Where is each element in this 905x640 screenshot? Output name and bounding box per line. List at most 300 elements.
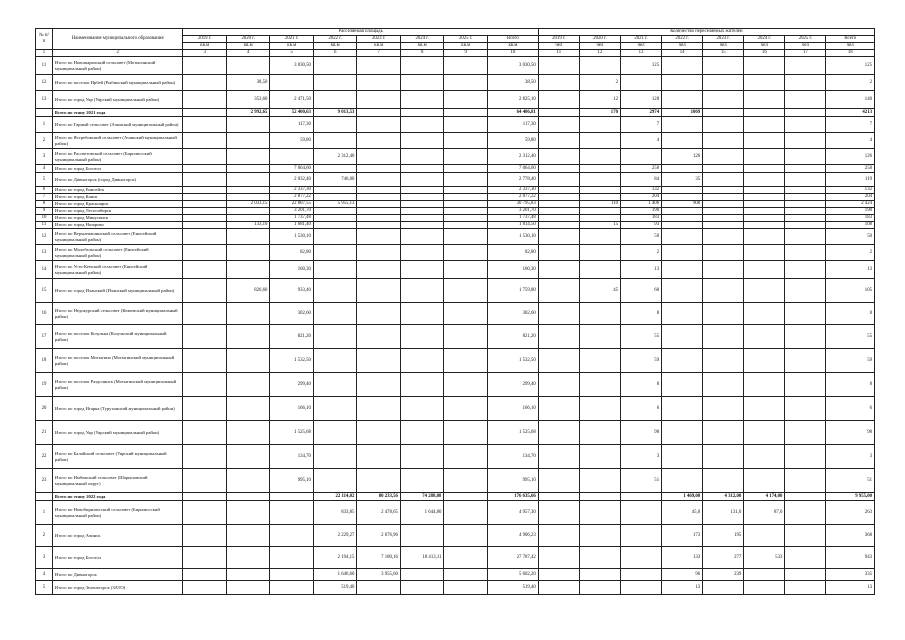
area-value: [400, 397, 444, 421]
table-row: [36, 149, 875, 165]
area-total: 1 525,68: [487, 421, 538, 445]
row-number: 10: [36, 215, 53, 222]
area-value: [226, 229, 270, 245]
people-value: 45,0: [662, 501, 703, 525]
people-value: [538, 325, 579, 349]
people-value: [662, 57, 703, 75]
people-value: [538, 75, 579, 91]
area-value: [183, 165, 227, 173]
people-value: 533: [744, 547, 785, 569]
area-value: 7 180,16: [357, 547, 401, 569]
area-value: [400, 469, 444, 493]
people-value: [703, 201, 744, 208]
area-value: [444, 373, 488, 397]
resettlement-table: [35, 28, 875, 595]
people-value: 1 406: [621, 201, 662, 208]
row-number: 15: [36, 279, 53, 303]
municipality-name: Итого по город Ачинск: [52, 525, 183, 547]
area-unit: кв.м: [444, 43, 488, 50]
people-value: 239: [703, 569, 744, 581]
area-value: 3 955,60: [357, 569, 401, 581]
people-value: [744, 194, 785, 201]
municipality-name: Итого по Балайский сельсовет (Уярский муниципальный район): [52, 445, 183, 469]
people-value: [579, 547, 620, 569]
area-total: 1 814,50: [487, 222, 538, 229]
people-value: [744, 245, 785, 261]
people-value: 4 312,00: [703, 493, 744, 501]
area-value: [444, 109, 488, 117]
area-value: [357, 57, 401, 75]
column-number: 17: [785, 50, 826, 57]
people-value: 131,0: [703, 501, 744, 525]
area-value: [357, 303, 401, 325]
row-number: 5: [36, 173, 53, 187]
area-value: 833,85: [313, 501, 357, 525]
area-total: 3 030,50: [487, 57, 538, 75]
area-value: [357, 133, 401, 149]
people-value: [703, 165, 744, 173]
row-number: 5: [36, 581, 53, 595]
people-value: 35: [662, 173, 703, 187]
area-value: 2 033,15: [226, 201, 270, 208]
area-value: [357, 187, 401, 194]
area-value: [313, 57, 357, 75]
area-value: [226, 547, 270, 569]
people-value: [662, 194, 703, 201]
municipality-name: Итого по поселок Мотыгино (Мотыгинский муниципальный район): [52, 349, 183, 373]
area-value: [226, 303, 270, 325]
people-value: [744, 373, 785, 397]
area-value: [226, 525, 270, 547]
area-value: 74 288,08: [400, 493, 444, 501]
row-number: 6: [36, 187, 53, 194]
area-value: [226, 469, 270, 493]
area-total: 176 635,66: [487, 493, 538, 501]
area-value: [183, 194, 227, 201]
area-value: [313, 117, 357, 133]
people-unit: чел: [621, 43, 662, 50]
column-number: 14: [662, 50, 703, 57]
people-value: [579, 187, 620, 194]
area-value: [400, 222, 444, 229]
area-value: 821,20: [270, 325, 314, 349]
header-column-numbers: [36, 50, 875, 57]
area-value: 2 337,30: [270, 187, 314, 194]
area-value: [183, 149, 227, 165]
area-value: [226, 57, 270, 75]
row-number: 1: [36, 117, 53, 133]
area-value: [313, 397, 357, 421]
area-value: 3 030,50: [270, 57, 314, 75]
area-value: [313, 261, 357, 279]
area-value: 746,00: [313, 173, 357, 187]
table-row: [36, 208, 875, 215]
area-value: [444, 493, 488, 501]
area-value: [183, 187, 227, 194]
people-value: 59: [621, 349, 662, 373]
people-unit: чел: [703, 43, 744, 50]
area-value: [183, 109, 227, 117]
area-value: [226, 445, 270, 469]
area-value: [444, 581, 488, 595]
people-value: 84: [621, 173, 662, 187]
people-value: [579, 208, 620, 215]
people-value: [703, 581, 744, 595]
area-total: 1 530,10: [487, 229, 538, 245]
area-value: 1 530,10: [270, 229, 314, 245]
people-value: [785, 279, 826, 303]
municipality-name: Итого по город Уяр (Уярский муниципальный район): [52, 421, 183, 445]
area-value: [444, 245, 488, 261]
area-value: [357, 215, 401, 222]
people-value: [538, 208, 579, 215]
people-total: 4: [826, 133, 875, 149]
area-value: [183, 373, 227, 397]
area-value: [400, 229, 444, 245]
area-value: [400, 245, 444, 261]
people-value: [785, 261, 826, 279]
people-value: [744, 279, 785, 303]
people-value: [662, 261, 703, 279]
people-value: [538, 261, 579, 279]
area-value: [313, 279, 357, 303]
people-year-3: 2021 г.: [621, 36, 662, 43]
area-value: 933,40: [270, 279, 314, 303]
people-total: 13: [826, 261, 875, 279]
area-value: [183, 325, 227, 349]
people-value: [785, 397, 826, 421]
people-value: [538, 349, 579, 373]
area-value: [183, 208, 227, 215]
area-value: [313, 75, 357, 91]
area-value: [400, 194, 444, 201]
table-row: [36, 91, 875, 109]
area-value: [183, 581, 227, 595]
area-value: [183, 201, 227, 208]
people-value: [703, 279, 744, 303]
municipality-name: Итого по поселок Раздолинск (Мотыгинский муниципальный район): [52, 373, 183, 397]
area-value: 1 681,40: [270, 222, 314, 229]
people-value: [579, 569, 620, 581]
area-value: [226, 208, 270, 215]
people-value: [662, 208, 703, 215]
people-value: 190: [621, 208, 662, 215]
municipality-name: Итого по город Боготол: [52, 165, 183, 173]
area-value: [400, 349, 444, 373]
area-value: [226, 187, 270, 194]
area-value: [226, 133, 270, 149]
area-total: 27 787,42: [487, 547, 538, 569]
area-value: [357, 581, 401, 595]
people-value: [744, 397, 785, 421]
people-value: 908: [662, 201, 703, 208]
people-value: [785, 581, 826, 595]
people-total: 2: [826, 245, 875, 261]
area-value: [444, 201, 488, 208]
people-total-header: Всего: [826, 36, 875, 43]
area-total: 995,10: [487, 469, 538, 493]
people-total: 368: [826, 525, 875, 547]
people-total: 8: [826, 373, 875, 397]
area-value: [400, 215, 444, 222]
area-value: 2 478,65: [357, 501, 401, 525]
area-value: [357, 421, 401, 445]
people-value: [703, 349, 744, 373]
people-value: [785, 133, 826, 149]
area-value: 2 312,40: [313, 149, 357, 165]
people-total: 55: [826, 325, 875, 349]
people-value: [744, 208, 785, 215]
people-value: [538, 91, 579, 109]
table-row: [36, 117, 875, 133]
people-value: [621, 501, 662, 525]
column-number: 16: [744, 50, 785, 57]
area-value: [226, 165, 270, 173]
municipality-name: Итого по город Иланский (Иланский муниципальный район): [52, 279, 183, 303]
people-value: [703, 215, 744, 222]
area-value: 1 532,50: [270, 349, 314, 373]
people-value: 258: [621, 165, 662, 173]
people-value: [538, 581, 579, 595]
people-value: [785, 208, 826, 215]
people-value: [579, 215, 620, 222]
area-value: [444, 229, 488, 245]
area-value: [183, 229, 227, 245]
area-value: [226, 501, 270, 525]
people-value: [703, 445, 744, 469]
area-value: [313, 133, 357, 149]
row-number: 2: [36, 133, 53, 149]
area-value: [183, 117, 227, 133]
area-value: [357, 261, 401, 279]
table-row: [36, 469, 875, 493]
people-value: 60: [621, 279, 662, 303]
people-total: 6: [826, 397, 875, 421]
area-value: [270, 569, 314, 581]
area-value: [400, 117, 444, 133]
people-value: [579, 149, 620, 165]
people-total: 9 955,00: [826, 493, 875, 501]
people-total: 105: [826, 279, 875, 303]
area-value: [444, 501, 488, 525]
area-value: [183, 279, 227, 303]
people-value: [538, 222, 579, 229]
area-value: [357, 445, 401, 469]
table-row: [36, 303, 875, 325]
people-value: [579, 303, 620, 325]
area-total: 302,60: [487, 303, 538, 325]
area-total-header: Всего: [487, 36, 538, 43]
people-value: [785, 201, 826, 208]
people-value: [785, 173, 826, 187]
area-value: 2 194,15: [313, 547, 357, 569]
area-value: [313, 469, 357, 493]
people-total: 13: [826, 581, 875, 595]
area-value: [313, 325, 357, 349]
row-number: 11: [36, 222, 53, 229]
area-value: [270, 493, 314, 501]
register-sheet: [35, 28, 875, 595]
people-value: [579, 325, 620, 349]
people-value: [744, 569, 785, 581]
header-people-group: Количество переселяемых жителей: [538, 29, 874, 36]
area-value: [313, 165, 357, 173]
column-number: 13: [621, 50, 662, 57]
people-value: [662, 397, 703, 421]
people-value: [703, 187, 744, 194]
people-total: 126: [826, 149, 875, 165]
area-value: [183, 569, 227, 581]
table-row: [36, 75, 875, 91]
people-year-1: 2019 г.: [538, 36, 579, 43]
people-value: [538, 215, 579, 222]
people-value: [538, 229, 579, 245]
people-value: [703, 91, 744, 109]
people-value: 15: [579, 222, 620, 229]
people-total: 125: [826, 57, 875, 75]
municipality-name: Итого по город Уяр (Уярский муниципальный район): [52, 91, 183, 109]
people-unit: чел: [826, 43, 875, 50]
area-value: [444, 91, 488, 109]
area-value: [270, 149, 314, 165]
people-value: [744, 117, 785, 133]
area-value: [400, 581, 444, 595]
people-value: [703, 245, 744, 261]
people-unit: чел: [785, 43, 826, 50]
people-value: [662, 229, 703, 245]
people-value: [538, 57, 579, 75]
area-value: [400, 303, 444, 325]
people-total: 263: [826, 501, 875, 525]
stage-total-row: [36, 493, 875, 501]
municipality-name: Итого по Малобельский сельсовет (Енисейский муниципальный район): [52, 245, 183, 261]
area-value: 995,10: [270, 469, 314, 493]
area-unit: кв.м: [487, 43, 538, 50]
area-value: [226, 581, 270, 595]
people-value: 132: [621, 187, 662, 194]
people-value: [744, 201, 785, 208]
area-total: 166,10: [487, 397, 538, 421]
people-value: 3: [621, 445, 662, 469]
people-value: [785, 547, 826, 569]
people-value: [538, 149, 579, 165]
area-value: [444, 194, 488, 201]
row-number: 3: [36, 149, 53, 165]
people-unit: чел: [579, 43, 620, 50]
table-row: [36, 279, 875, 303]
people-value: [785, 349, 826, 373]
area-value: 299,40: [270, 373, 314, 397]
people-value: [785, 117, 826, 133]
row-number: 3: [36, 547, 53, 569]
people-value: [785, 303, 826, 325]
area-year-3: 2021 г.: [270, 36, 314, 43]
people-value: [538, 421, 579, 445]
column-number: 9: [444, 50, 488, 57]
table-row: [36, 569, 875, 581]
people-value: [579, 173, 620, 187]
municipality-name: Итого по Верхнепашинский сельсовет (Енисейский муниципальный район): [52, 229, 183, 245]
area-value: [444, 569, 488, 581]
area-value: [270, 501, 314, 525]
people-value: [621, 75, 662, 91]
people-value: [785, 57, 826, 75]
people-value: [579, 245, 620, 261]
people-value: [703, 261, 744, 279]
people-value: [579, 57, 620, 75]
people-value: [744, 91, 785, 109]
area-value: [226, 493, 270, 501]
people-total: 335: [826, 569, 875, 581]
column-number: 15: [703, 50, 744, 57]
people-value: [538, 501, 579, 525]
area-value: [226, 421, 270, 445]
area-total: 38,50: [487, 75, 538, 91]
people-value: [744, 187, 785, 194]
column-number: 7: [357, 50, 401, 57]
row-number: 21: [36, 421, 53, 445]
row-number: 4: [36, 165, 53, 173]
area-value: [183, 57, 227, 75]
municipality-name: Итого по Недокурский сельсовет (Кежемский муниципальный район): [52, 303, 183, 325]
header-municipality: Наименование муниципального образования: [52, 29, 183, 50]
area-year-7: 2025 г.: [444, 36, 488, 43]
people-value: [579, 373, 620, 397]
area-value: [183, 245, 227, 261]
people-value: [785, 149, 826, 165]
area-value: [226, 349, 270, 373]
area-value: [400, 261, 444, 279]
municipality-name: Всего по этапу 2021 года: [52, 109, 183, 117]
people-value: [538, 194, 579, 201]
people-value: 204: [621, 194, 662, 201]
area-total: 1 737,48: [487, 215, 538, 222]
area-value: [357, 349, 401, 373]
area-value: [444, 133, 488, 149]
people-total: 51: [826, 469, 875, 493]
people-total: 258: [826, 165, 875, 173]
people-value: [785, 229, 826, 245]
area-value: [400, 201, 444, 208]
people-value: 4: [621, 133, 662, 149]
area-value: [400, 445, 444, 469]
people-value: 93: [621, 222, 662, 229]
table-row: [36, 581, 875, 595]
people-value: [703, 421, 744, 445]
area-value: [357, 91, 401, 109]
people-value: [538, 547, 579, 569]
area-value: 133,10: [226, 222, 270, 229]
area-value: [400, 525, 444, 547]
table-row: [36, 133, 875, 149]
area-value: [357, 229, 401, 245]
area-value: 2 676,96: [357, 525, 401, 547]
area-value: [183, 397, 227, 421]
area-value: [444, 525, 488, 547]
area-total: 7 064,60: [487, 165, 538, 173]
area-value: 52 400,63: [270, 109, 314, 117]
area-value: 59,80: [270, 133, 314, 149]
row-number: [36, 493, 53, 501]
area-value: 5 955,13: [313, 201, 357, 208]
people-value: [538, 525, 579, 547]
people-value: [744, 469, 785, 493]
area-total: 2 337,30: [487, 187, 538, 194]
people-value: [703, 397, 744, 421]
area-total: 59,80: [487, 133, 538, 149]
table-header: [36, 29, 875, 57]
row-number: 23: [36, 469, 53, 493]
